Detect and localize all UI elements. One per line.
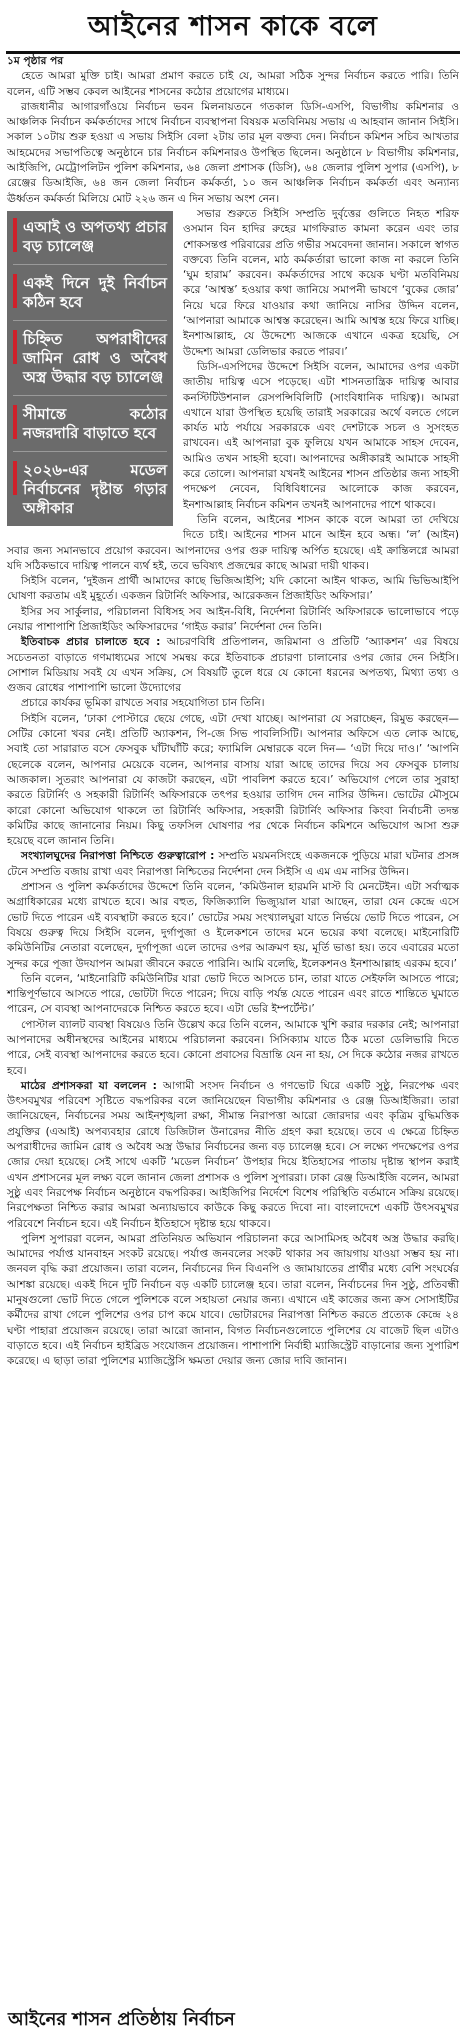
article-paragraph: ডিসি-এসপিদের উদ্দেশে সিইসি বলেন, আমাদের ওপর একটা জাতীয় দায়িত্ব এসে পড়েছে। এটা শাসনতান্ত্রিক দায়িত্ব আবার কনস্টিটিউশনাল রেসপন্সিবিলিটি (সাংবিধানিক দায়িত্ব)। আমরা এখানে যারা উপস্থিত হয়েছি তারাই সরকারের অর্থে বলতে গেলে কার্যত মাঠ পর্যায়ে সরকারকে এবং দেশটাকে সচল ও সুসংহত রাখবেন। এই আপনারা বুক ফুলিয়ে যখন আমাকে সাহস দেবেন, আমিও তখন সাহসী হবো। আপনাদের অঙ্গীকারই আমাকে সাহসী করে তোলে। আপনারা যখনই আইনের শাসন প্রতিষ্ঠার জন্য সাহসী পদক্ষেপ নেবেন, বিধিবিধানের আলোকে কাজ করবেন, ইনশাআল্লাহ নির্বাচন কমিশন তখনই আপনাদের পাশে থাকবে। <box>183 360 459 511</box>
article-paragraph: পোস্টাল ব্যালট ব্যবস্থা বিষয়েও তিনি উল্লেখ করে তিনি বলেন, আমাকে খুশি করার দরকার নেই; আপনারা আপনাদের অধীনস্থদের আইনের মাধ্যমে পরিচালনা করবেন। সিসিক্যাম যাতে ঠিক মতো ডেলিভারি দিতে পারে, সেই ব্যবস্থা আপনাদের করতে হবে। কোনো প্রবাসের বিভ্রান্তি যেন না হয়, সে দিকে কঠোর নজর রাখতে হবে। <box>7 1018 459 1077</box>
article-paragraph: প্রশাসন ও পুলিশ কর্মকর্তাদের উদ্দেশে তিনি বলেন, ‘কমিউনাল হারমনি মাস্ট বি মেনটেইন। এটা সর্বাত্মক অগ্রাধিকারের মধ্যে রাখতে হবে। আর বহুত, ফিজিক্যালি ভিজ্যুয়াল যারা আছেন, তারা যেন কেন্দ্রে এসে ভোট দিতে পারেন এই ব্যবস্থাটা করতে হবে।’ ভোটের সময় সংখ্যালঘুরা যাতে নির্ভয়ে ভোট দিতে পারেন, সে বিষয়ে গুরুত্ব দিয়ে সিইসি বলেন, দুর্গাপুজা ও ইলেকশনে তাদের মনে ভয়ের কথা বলেছে। মাইনোরিটি কমিউনিটির নেতারা বলেছেন, দুর্গাপূজা এলে তাদের ওপর আক্রমণ হয়, মূর্তি ভাঙা হয়। তবে এবারের মতো সুন্দর করে পূজা উদযাপন আমরা জীবনে করতে পারিনি। আমি বলেছি, ইলেকশনও ইনশাআল্লাহ এরকম হবে।’ <box>7 881 459 970</box>
article-paragraph: সিইসি বলেন, ‘ঢাকা পোস্টারে ছেয়ে গেছে, এটা দেখা যাচ্ছে। আপনারা যে সরাচ্ছেন, রিমুভ করছেন— সেটির কোনো খবর নেই। প্রতিটি অ্যাকশন, পি-জে সিভ পাবলিসিটি। আপনার অফিসে এত লোক আছে, সবাই তো সারারাত বসে ফেসবুক ঘাঁটাঘাঁটি করে; ফ্যামিলি মেম্বারকে বলে দিন— ‘এটা দিয়ে দাও।’ ‘আপনি ছেলেকে বলেন, আপনার মেয়েকে বলেন, আপনার বাসায় যারা আছে তাদের দিয়ে সব ফেসবুক চালায় আজকাল। সুতরাং আপনারা যে কাজটা করছেন, এটা পাবলিশ করতে হবে।’ অভিযোগ পেলে তার সুরাহা করতে রিটার্নিং ও সহকারী রিটার্নিং অফিসারকে তৎপর হওয়ার তাগিদ দেন নাসির উদ্দিন। ভোটের মৌসুমে কারো কোনো অভিযোগ থাকলে তা রিটার্নিং অফিসার, সহকারী রিটার্নিং অফিসার কিংবা নির্বাচনী তদন্ত কমিটির কাছে জানানোর নিয়ম। কিছু তফসিল ঘোষণার পর থেকে নির্বাচন কমিশনে অভিযোগ আসা শুরু হয়েছে বলে জানান তিনি। <box>7 712 459 848</box>
article-paragraph: তিনি বলেন, আইনের শাসন কাকে বলে আমরা তা দেখিয়ে দিতে চাই। আইনের শাসন মানে আইন হবে অন্ধ। ‘ল’ (আইন) সবার জন্য সমানভাবে প্রয়োগ করবেন। আপনাদের ওপর গুরু দায়িত্ব অর্পিত হয়েছে। এই ক্রান্তিলগ্নে আমরা যদি সঠিকভাবে দায়িত্ব পালনে ব্যর্থ হই, তবে ভবিষ্যৎ প্রজন্মের কাছে আমরা দায়ী থাকব। <box>7 513 459 572</box>
red-bar-marker <box>13 405 17 439</box>
article-body <box>4 54 462 1370</box>
article-paragraph: সংখ্যালঘুদের নিরাপত্তা নিশ্চিতে গুরুত্বারোপ : সম্প্রতি ময়মনসিংহে একজনকে পুড়িয়ে মারা ঘটনার প্রসঙ্গ টেনে সম্প্রতি বজায় রাখা এবং নিরাপত্তা নিশ্চিতের নির্দেশনা দেন সিইসি এ এম এম নাসির উদ্দিন। <box>7 850 459 878</box>
article-paragraph: ইসির সব সার্কুলার, পরিচালনা বিধিসহ সব আইন-বিধি, নির্দেশনা রিটার্নিং অফিসারকে ভালোভাবে পড়ে নেয়ার পাশাপাশি প্রিজাইডিং অফিসারদের ‘গাইড করার’ নির্দেশনা দেন তিনি। <box>7 605 459 633</box>
red-bar-marker <box>13 330 17 364</box>
article-paragraph: সভার শুরুতে সিইসি সম্প্রতি দুর্বৃত্তের গুলিতে নিহত শরিফ ওসমান বিন হাদির রুহের মাগফিরাত কামনা করেন এবং তার শোকসন্তপ্ত পরিবারের প্রতি গভীর সমবেদনা জানান। সকালে স্বাগত বক্তব্যে তিনি বলেন, মাঠ কর্মকর্তারা ভালো কাজ না করলে তিনি ‘ঘুম হারাম’ করবেন। কর্মকর্তাদের সাথে কয়েক ঘণ্টা মতবিনিময় করে ‘আশ্বস্ত’ হওয়ার কথা জানিয়ে সমাপনী ভাষণে ‘বুকের জোর’ নিয়ে ঘরে ফিরে যাওয়ার কথা জানিয়ে নাসির উদ্দিন বলেন, ‘আপনারা আমাকে আশ্বস্ত করেছেন। আমি আশ্বস্ত হয়ে ফিরে যাচ্ছি। ইনশাআল্লাহ, যে উদ্দেশ্যে আজকে এখানে একত্র হয়েছি, সে উদ্দেশ্য আমরা ডেলিভার করতে পারব।’ <box>183 207 459 358</box>
red-bar-marker <box>13 274 17 308</box>
highlight-item: ২০২৬-এর মডেল নির্বাচনের দৃষ্টান্ত গড়ার অঙ্গীকার <box>13 461 167 518</box>
highlight-item: একই দিনে দুই নির্বাচন কঠিন হবে <box>13 274 167 321</box>
news-article <box>4 4 462 2030</box>
article-paragraph: রাজধানীর আগারগাঁওয়ে নির্বাচন ভবন মিলনায়তনে গতকাল ডিসি-এসপি, বিভাগীয় কমিশনার ও আঞ্চলিক নির্বাচন কর্মকর্তাদের সাথে নির্বাচন ব্যবস্থাপনা বিষয়ক মতবিনিময় সভায় এ আহবান জানান সিইসি। সকাল ১০টায় শুরু হওয়া এ সভায় সিইসি বেলা ২টায় তার মূল বক্তব্য দেন। নির্বাচন কমিশন সচিব আখতার আহমেদের সভাপতিত্বে অনুষ্ঠানে চার নির্বাচন কমিশনারও উপস্থিত ছিলেন। অনুষ্ঠানে ৮ বিভাগীয় কমিশনার, আইজিপি, মেট্রোপলিটন পুলিশ কমিশনার, ৬৪ জেলা প্রশাসক (ডিসি), ৬৪ জেলার পুলিশ সুপার (এসপি), ৮ রেঞ্জের ডিআইজি, ৬৪ জন জেলা নির্বাচন কর্মকর্তা, ১০ জন আঞ্চলিক নির্বাচন কর্মকর্তা এবং অন্যান্য ঊর্ধ্বতন কর্মকর্তা মিলিয়ে মোট ২২৬ জন এ দিন সভায় অংশ নেন। <box>7 100 459 205</box>
highlight-item: চিহ্নিত অপরাধীদের জামিন রোধ ও অবৈধ অস্ত্র উদ্ধার বড় চ্যালেঞ্জ <box>13 330 167 396</box>
highlight-item: সীমান্তে কঠোর নজরদারি বাড়াতে হবে <box>13 405 167 452</box>
highlights-box <box>7 211 173 526</box>
article-paragraph: তিনি বলেন, ‘মাইনোরিটি কমিউনিটির যারা ভোট দিতে আসতে চান, তারা যাতে সেইফলি আসতে পারে; শান্তিপূর্ণভাবে আসতে পারে, ভোটটা দিতে পারেন; দিয়ে বাড়ি পর্যন্ত যেতে পারেন এবং রাতে শান্তিতে ঘুমাতে পারেন, সে ব্যবস্থা আপনাদেরকে নিশ্চিত করতে হবে। এটা ভেরি ইম্পর্টেন্ট।’ <box>7 972 459 1016</box>
article-paragraph: প্রচারে কার্যকর ভূমিকা রাখতে সবার সহযোগিতা চান তিনি। <box>21 697 265 710</box>
continued-label: ১ম পৃষ্ঠার পর <box>7 55 64 67</box>
article-paragraph: মাঠের প্রশাসকরা যা বললেন : আগামী সংসদ নির্বাচন ও গণভোট ঘিরে একটি সুষ্ঠু, নিরপেক্ষ এবং উৎসবমুখর পরিবেশ সৃষ্টিতে বদ্ধপরিকর বলে জানিয়েছেন বিভাগীয় কমিশনার ও রেঞ্জ ডিআইজিরা। তারা জানিয়েছেন, নির্বাচনের সময় আইনশৃঙ্খলা রক্ষা, সীমান্ত নিরাপত্তা আরো জোরদার এবং কৃত্রিম বুদ্ধিমত্তিক প্রযুক্তির (এআই) অপব্যবহার রোধে ডিজিটাল উনারেদর নীতি গ্রহণ করা হয়েছে। তবে এ ক্ষেত্রে চিহ্নিত অপরাধীদের জামিন রোধ ও অবৈধ অস্ত্র উদ্ধার নির্বাচনের জন্য বড় চ্যালেঞ্জ হবে। সে লক্ষ্যে পদক্ষেপের ওপর জোর দেয়া হয়েছে। সেই সাথে একটি ‘মডেল নির্বাচন’ উপহার দিয়ে ইতিহাসের পাতায় দৃষ্টান্ত স্থাপন করাই এখন প্রশাসনের মূল লক্ষ্য বলে জানান জেলা প্রশাসক ও পুলিশ সুপাররা। ঢাকা রেঞ্জ ডিআইজি বলেন, আমরা সুষ্ঠু এবং নিরপেক্ষ নির্বাচন অনুষ্ঠানে বদ্ধপরিকর। আইজিপির নির্দেশে বিশেষ পরিস্থিতি বর্তমানে সক্রিয় রয়েছে। নিরপেক্ষতা নিশ্চিত করার আমরা অন্যায়ভাবে কাউকে কিছু করতে দিবো না। বাংলাদেশে একটি উৎসবমুখর পরিবেশে নির্বাচন হবে। এই নির্বাচন ইতিহাসে দৃষ্টান্ত হয়ে থাকবে। <box>7 1079 459 1230</box>
article-paragraph: পুলিশ সুপাররা বলেন, আমরা প্রতিনিয়ত অভিযান পরিচালনা করে আসামিসহ অবৈধ অস্ত্র উদ্ধার করছি। আমাদের পর্যাপ্ত যানবাহন সংকট রয়েছে। পর্যাপ্ত জনবলের সংকট থাকার সব জায়গায় যাওয়া সম্ভব হয় না। জনবল বৃদ্ধি করা প্রয়োজন। তারা বলেন, নির্বাচনের দিন বিএনপি ও জামায়াতের প্রার্থীর মধ্যে বেশি সংঘর্ষের আশঙ্কা রয়েছে। একই দিনে দুটি নির্বাচন বড় একটি চ্যালেঞ্জ হবে। তারা বলেন, নির্বাচনের দিন সুষ্ঠু, প্রতিবন্ধী মানুষগুলো ভোট দিতে গেলে পুলিশকে বলে সহায়তা নেয়ার জন্য। এখানে এই কাজের জন্য ক্রস সোসাইটির কর্মীদের রাখা গেলে পুলিশের ওপর চাপ কমে যাবে। ভোটারদের নিরাপত্তা নিশ্চিত করতে প্রত্যেক কেন্দ্রে ২৪ ঘণ্টা পাহারা প্রয়োজন রয়েছে। তারা আরো জানান, বিগত নির্বাচনগুলোতে পুলিশের যে বাজেট ছিল এটাও বাড়াতে হবে। এই নির্বাচন হাইব্রিড সংযোজন প্রয়োজন। পাশাপাশি নির্বাহী ম্যাজিস্ট্রেট বাড়ানোর জন্য সুপারিশ করেছে। এ ছাড়া তারা পুলিশের ম্যাজিস্ট্রেসি ক্ষমতা দেয়ার জন্য জোর দাবি জানান। <box>7 1232 459 1368</box>
section-subhead: মাঠের প্রশাসকরা যা বললেন : <box>21 1079 164 1092</box>
section-subhead: ইতিবাচক প্রচার চালাতে হবে : <box>21 636 167 649</box>
red-bar-marker <box>13 218 17 252</box>
highlight-item: এআই ও অপতথ্য প্রচার বড় চ্যালেঞ্জ <box>13 218 167 265</box>
article-paragraph: হেতে আমরা মুক্তি চাই। আমরা প্রমাণ করতে চাই যে, আমরা সঠিক সুন্দর নির্বাচন করতে পারি। তিনি বলেন, এটি সম্ভব কেবল আইনের শাসনের কঠোর প্রয়োগের মাধ্যমে। <box>7 70 459 98</box>
article-headline: আইনের শাসন কাকে বলে <box>6 6 460 54</box>
next-article-fragment: আইনের শাসন প্রতিষ্ঠায় নির্বাচন <box>8 2009 235 2030</box>
section-subhead: সংখ্যালঘুদের নিরাপত্তা নিশ্চিতে গুরুত্বারোপ : <box>21 850 219 863</box>
red-bar-marker <box>13 461 17 495</box>
article-paragraph: ইতিবাচক প্রচার চালাতে হবে : আচরণবিধি প্রতিপালন, জরিমানা ও প্রতিটি ‘অ্যাকশন’ এর বিষয়ে সচেতনতা বাড়াতে গণমাধ্যমের সাথে সমন্বয় করে ইতিবাচক প্রচারণা চালানোর ওপর জোর দেন সিইসি। সোশাল মিডিয়ায় সবই যে এখন সক্রিয়, সে বিষয়টি তুলে ধরে যে কোনো ধরনের অপতথ্য, মিথ্যা তথ্য ও গুজব রোধের পাশাপাশি ভালো উদ্যোগের <box>7 636 460 695</box>
article-paragraph: সিইসি বলেন, ‘দুইজন প্রার্থী আমাদের কাছে ভিজিআইপি; যদি কোনো আইন থাকত, আমি ভিভিআইপি ঘোষণা করতাম এই মুহূর্তে। একজন রিটার্নিং অফিসার, আরেকজন প্রিজাইডিং অফিসার।’ <box>7 575 459 603</box>
